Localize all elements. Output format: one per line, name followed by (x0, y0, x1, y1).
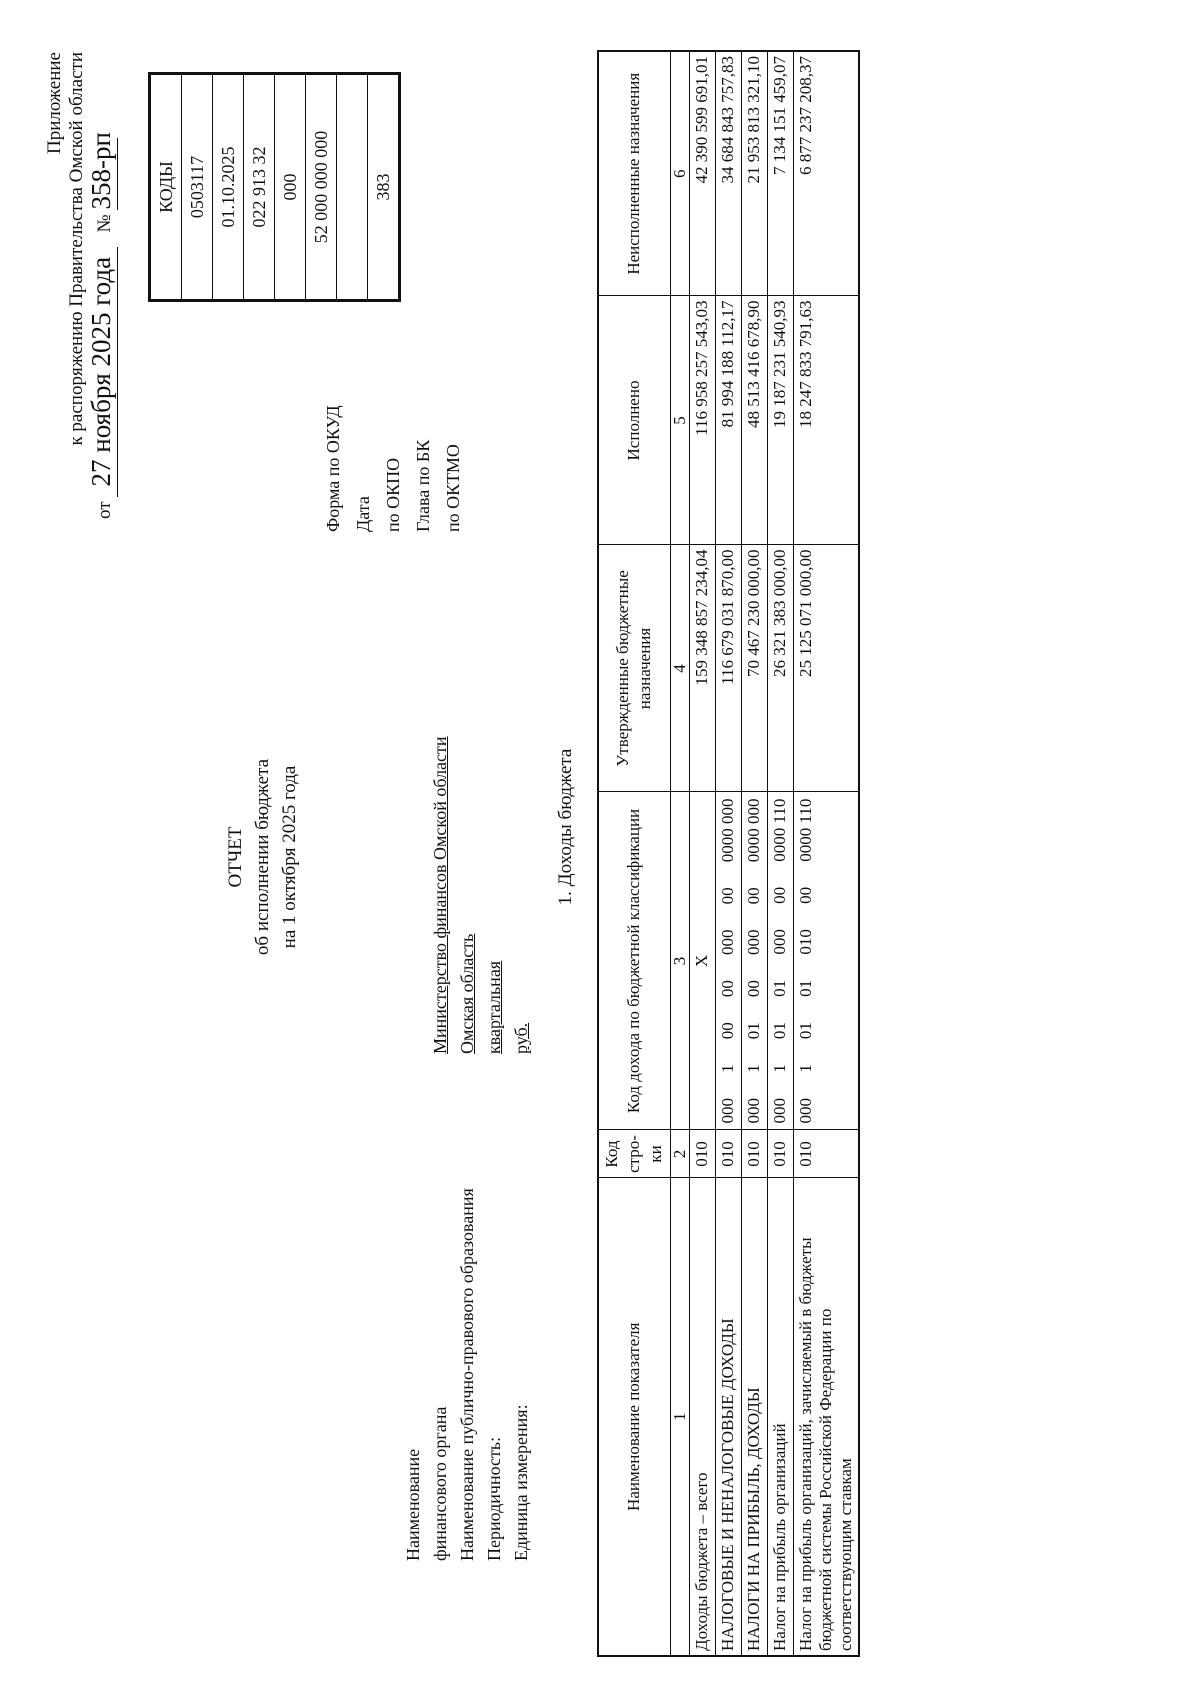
decree-date: 27 ноября 2025 года (86, 247, 118, 497)
table-row (793, 51, 859, 1656)
code-value: 0503117 (182, 74, 213, 301)
table-header-row (598, 51, 670, 1656)
row-kbk (741, 792, 767, 1130)
row-unexecuted: 42 390 599 691,01 (689, 51, 715, 296)
meta-value-entity: Омская область (457, 933, 477, 1054)
kbk-part: 0000 110 (795, 798, 815, 862)
table-row (741, 51, 767, 1656)
row-kbk (715, 792, 741, 1130)
col-header-unexecuted: Неисполненные назначения (598, 51, 670, 296)
table-row (689, 51, 715, 1656)
report-title: ОТЧЕТ (225, 826, 246, 888)
row-name: НАЛОГИ НА ПРИБЫЛЬ, ДОХОДЫ (741, 1178, 767, 1656)
kbk-part: 00 (718, 1022, 737, 1040)
codes-table (148, 72, 401, 302)
meta-value-periodicity: квартальная (484, 960, 504, 1054)
row-kbk (793, 792, 859, 1130)
kbk-part: 000 (770, 1098, 789, 1124)
kbk-part: 0000 000 (718, 798, 737, 863)
meta-label: Наименование публично-правового образования (457, 1188, 477, 1561)
meta-label: Наименование (403, 1448, 423, 1561)
kbk-part: X (692, 954, 711, 968)
kbk-part: 010 (795, 929, 815, 955)
code-label: Глава по БК (413, 439, 433, 532)
decree-number-label: № (94, 214, 115, 233)
code-value: 022 913 32 (244, 74, 275, 301)
table-row (715, 51, 741, 1656)
row-executed: 116 958 257 543,03 (689, 296, 715, 545)
appendix-title: Приложение (44, 52, 65, 154)
meta-value-unit: руб. (511, 1022, 531, 1054)
code-value: 383 (368, 74, 400, 301)
row-line-code: 010 (715, 1130, 741, 1178)
kbk-part: 1 (795, 1064, 815, 1073)
col-header-kbk: Код дохода по бюджетной классификации (598, 792, 670, 1130)
row-executed: 18 247 833 791,63 (793, 296, 859, 545)
kbk-part: 00 (795, 886, 815, 904)
row-approved: 116 679 031 870,00 (715, 545, 741, 792)
col-header-approved: Утвержденные бюджетные назначения (598, 545, 670, 792)
kbk-part: 000 (744, 929, 763, 955)
kbk-part: 000 (718, 1098, 737, 1124)
row-name: Налог на прибыль организаций (767, 1178, 793, 1656)
row-approved: 25 125 071 000,00 (793, 545, 859, 792)
row-executed: 19 187 231 540,93 (767, 296, 793, 545)
col-header-line: Код стро-ки (598, 1130, 670, 1178)
row-kbk (689, 792, 715, 1130)
kbk-part: 00 (718, 980, 737, 998)
row-unexecuted: 21 953 813 321,10 (741, 51, 767, 296)
row-approved: 26 321 383 000,00 (767, 545, 793, 792)
row-line-code: 010 (689, 1130, 715, 1178)
code-value: 52 000 000 000 (306, 74, 337, 301)
kbk-part: 1 (718, 1064, 737, 1073)
row-unexecuted: 6 877 237 208,37 (793, 51, 859, 296)
report-date: на 1 октября 2025 года (279, 765, 300, 949)
table-index-row (670, 51, 689, 1656)
kbk-part: 00 (718, 887, 737, 905)
report-subtitle: об исполнении бюджета (252, 758, 273, 956)
kbk-part: 0000 000 (744, 798, 763, 863)
kbk-part: 000 (795, 1098, 815, 1124)
kbk-part: 00 (744, 980, 763, 998)
kbk-part: 01 (770, 979, 789, 997)
code-value: 01.10.2025 (213, 74, 244, 301)
kbk-part: 01 (770, 1022, 789, 1040)
meta-label: Периодичность: (484, 1436, 504, 1561)
row-approved: 159 348 857 234,04 (689, 545, 715, 792)
row-name: Доходы бюджета – всего (689, 1178, 715, 1656)
table-row (767, 51, 793, 1656)
kbk-part: 000 (744, 1098, 763, 1124)
row-name: Налог на прибыль организаций, зачисляемый в бюджеты бюджетной системы Российской Федерации по соответствующим ставкам (793, 1178, 859, 1656)
row-line-code: 010 (793, 1130, 859, 1178)
kbk-part: 00 (744, 887, 763, 905)
row-executed: 48 513 416 678,90 (741, 296, 767, 545)
section-title: 1. Доходы бюджета (555, 748, 576, 906)
kbk-part: 000 (718, 929, 737, 955)
col-index: 3 (670, 792, 689, 1130)
meta-value-finance-body: Министерство финансов Омской области (430, 736, 450, 1054)
meta-labels (400, 1188, 535, 1561)
col-index: 5 (670, 296, 689, 545)
row-unexecuted: 7 134 151 459,07 (767, 51, 793, 296)
code-value (337, 74, 368, 301)
col-index: 1 (670, 1178, 689, 1656)
row-unexecuted: 34 684 843 757,83 (715, 51, 741, 296)
col-index: 4 (670, 545, 689, 792)
row-approved: 70 467 230 000,00 (741, 545, 767, 792)
kbk-part: 0000 110 (770, 798, 789, 862)
kbk-part: 00 (770, 886, 789, 904)
kbk-part: 1 (744, 1064, 763, 1073)
row-name: НАЛОГОВЫЕ И НЕНАЛОГОВЫЕ ДОХОДЫ (715, 1178, 741, 1656)
row-kbk (767, 792, 793, 1130)
col-header-executed: Исполнено (598, 296, 670, 545)
meta-label: финансового органа (430, 1406, 450, 1561)
report-title-block (222, 677, 303, 1037)
row-line-code: 010 (767, 1130, 793, 1178)
meta-label: Единица измерения: (511, 1404, 531, 1561)
decree-line (86, 39, 118, 519)
kbk-part: 01 (795, 979, 815, 997)
code-label: Форма по ОКУД (323, 405, 343, 532)
kbk-part: 000 (770, 929, 789, 955)
revenue-table (597, 50, 860, 1657)
code-label: по ОКТМО (443, 444, 463, 532)
kbk-part: 1 (770, 1064, 789, 1073)
col-header-name: Наименование показателя (598, 1178, 670, 1656)
decree-from-label: от (94, 501, 115, 519)
code-label: Дата (353, 496, 373, 532)
code-value: 000 (275, 74, 306, 301)
kbk-part: 01 (795, 1022, 815, 1040)
row-line-code: 010 (741, 1130, 767, 1178)
codes-labels (318, 405, 468, 532)
appendix-order: к распоряжению Правительства Омской области (66, 52, 87, 446)
codes-header: КОДЫ (150, 74, 182, 301)
col-index: 2 (670, 1130, 689, 1178)
row-executed: 81 994 188 112,17 (715, 296, 741, 545)
decree-number: 358-рп (86, 132, 116, 210)
col-index: 6 (670, 51, 689, 296)
kbk-part: 01 (744, 1022, 763, 1040)
code-label: по ОКПО (383, 457, 403, 532)
meta-values (427, 736, 535, 1054)
